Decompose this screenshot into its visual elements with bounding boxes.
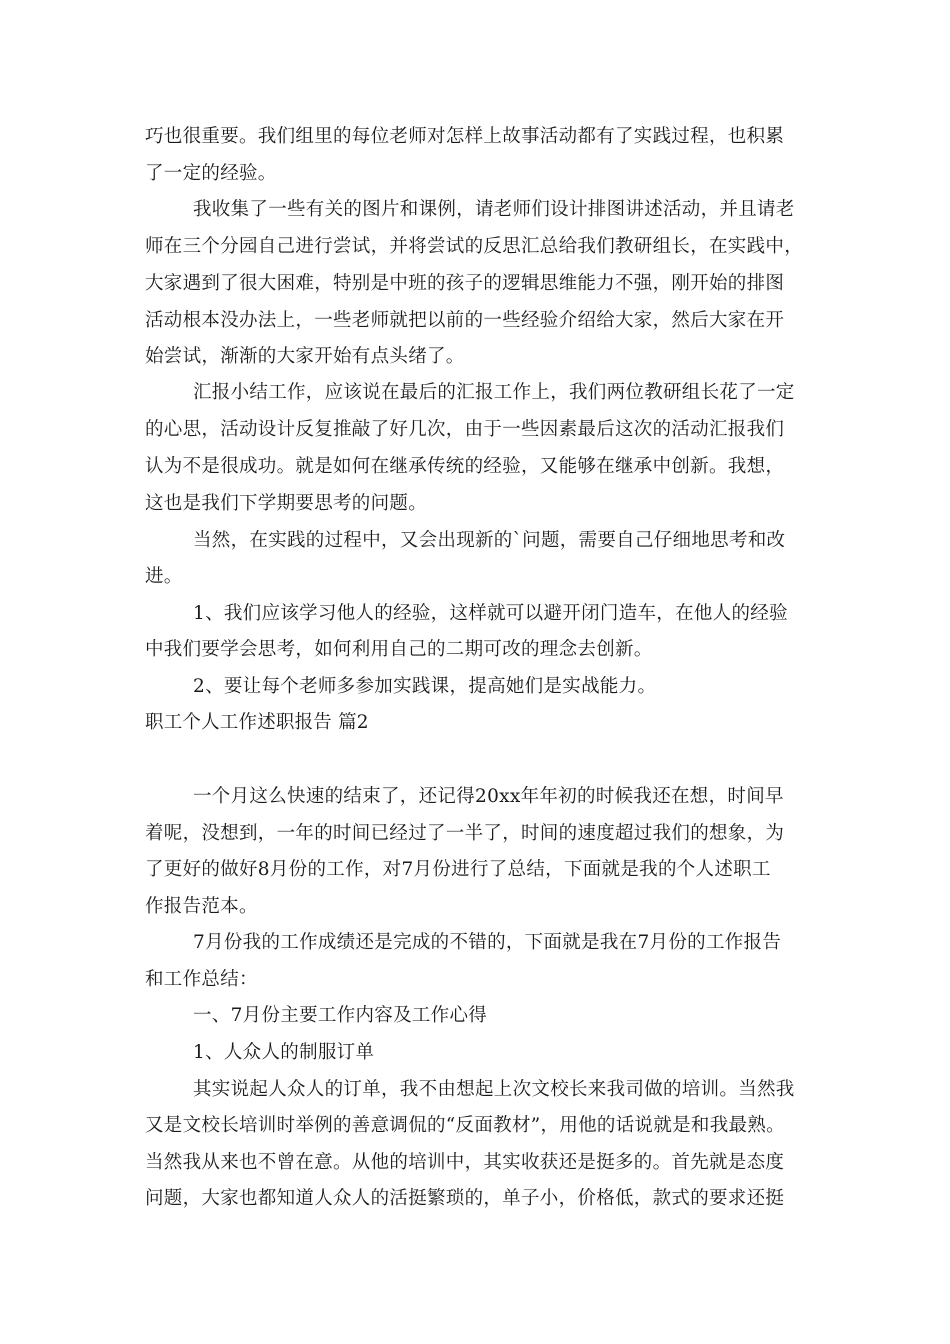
text-line: 了一定的经验。: [145, 163, 277, 184]
text-line: 1、我们应该学习他人的经验，这样就可以避开闭门造车，在他人的经验: [193, 603, 788, 624]
text-line: 和工作总结：: [145, 969, 258, 990]
text-line: 7月份我的工作成绩还是完成的不错的，下面就是我在7月份的工作报告: [193, 932, 782, 953]
text-line: 着呢，没想到，一年的时间已经过了一半了，时间的速度超过我们的想象，为: [145, 823, 785, 844]
text-line: 师在三个分园自己进行尝试，并将尝试的反思汇总给我们教研组长，在实践中，: [145, 236, 804, 257]
text-line: 汇报小结工作，应该说在最后的汇报工作上，我们两位教研组长花了一定: [193, 382, 795, 403]
text-line: 始尝试，渐渐的大家开始有点头绪了。: [145, 346, 465, 367]
text-line: 的心思，活动设计反复推敲了好几次，由于一些因素最后这次的活动汇报我们: [145, 419, 785, 440]
text-line: 1、人众人的制服订单: [193, 1042, 375, 1063]
text-line: 当然，在实践的过程中，又会出现新的`问题，需要自己仔细地思考和改: [193, 530, 786, 551]
text-line: 大家遇到了很大困难，特别是中班的孩子的逻辑思维能力不强，刚开始的排图: [145, 273, 785, 294]
text-line: 2、要让每个老师多参加实践课，提高她们是实战能力。: [193, 676, 657, 697]
section-heading: 职工个人工作述职报告 篇2: [145, 712, 369, 733]
text-line: 这也是我们下学期要思考的问题。: [145, 493, 428, 514]
text-line: 我收集了一些有关的图片和课例，请老师们设计排图讲述活动，并且请老: [193, 199, 795, 220]
text-line: 一个月这么快速的结束了，还记得20xx年年初的时候我还在想，时间早: [193, 786, 784, 807]
text-line: 当然我从来也不曾在意。从他的培训中，其实收获还是挺多的。首先就是态度: [145, 1152, 785, 1173]
text-line: 其实说起人众人的订单，我不由想起上次文校长来我司做的培训。当然我: [193, 1079, 795, 1100]
text-line: 作报告范本。: [145, 896, 258, 917]
text-line: 认为不是很成功。就是如何在继承传统的经验，又能够在继承中创新。我想，: [145, 456, 785, 477]
text-line: 活动根本没办法上，一些老师就把以前的一些经验介绍给大家，然后大家在开: [145, 310, 785, 331]
text-line: 了更好的做好8月份的工作，对7月份进行了总结，下面就是我的个人述职工: [145, 859, 771, 880]
text-line: 又是文校长培训时举例的善意调侃的“反面教材”，用他的话说就是和我最熟。: [145, 1115, 785, 1136]
text-line: 巧也很重要。我们组里的每位老师对怎样上故事活动都有了实践过程，也积累: [145, 126, 785, 147]
text-line: 进。: [145, 566, 183, 587]
text-line: 中我们要学会思考，如何利用自己的二期可改的理念去创新。: [145, 639, 653, 660]
text-line: 问题，大家也都知道人众人的活挺繁琐的，单子小，价格低，款式的要求还挺: [145, 1188, 785, 1209]
text-line: 一、7月份主要工作内容及工作心得: [193, 1005, 488, 1026]
